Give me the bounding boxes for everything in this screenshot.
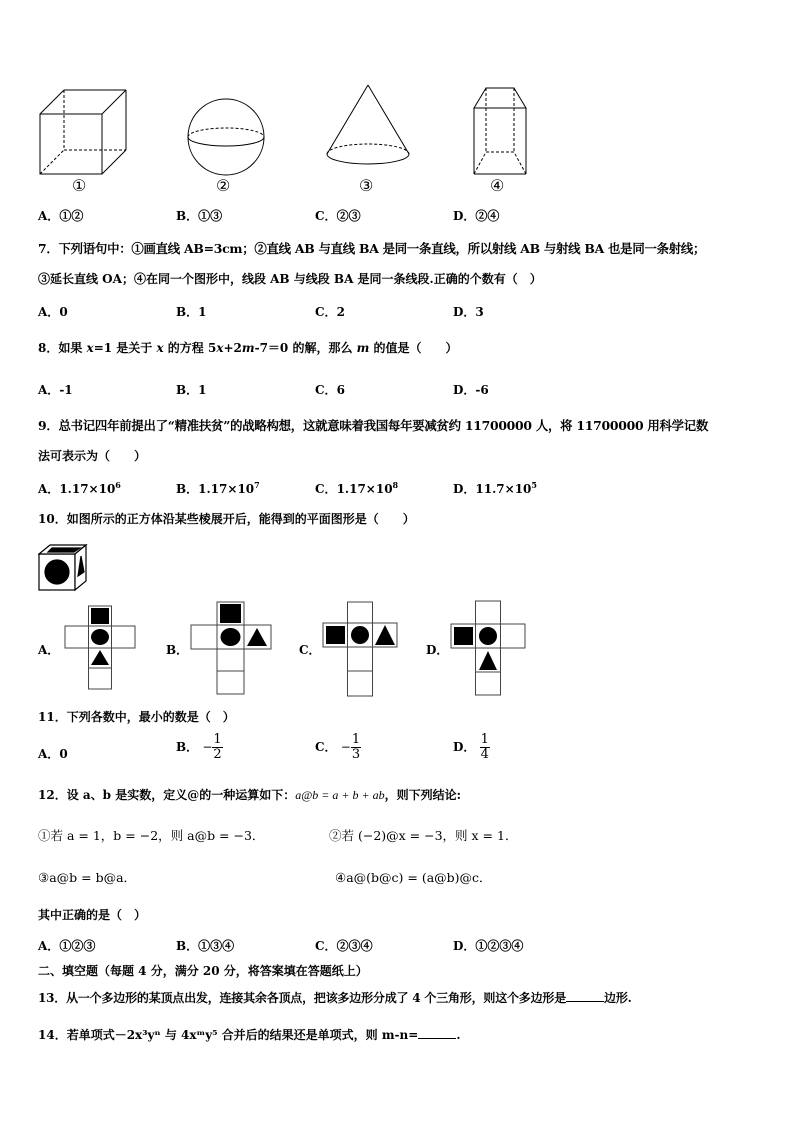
q11-option-b[interactable]: B． − $\frac{1}{2}$ <box>176 732 222 762</box>
cube-figure <box>36 88 132 176</box>
section-heading: 二、填空题（每题 4 分，满分 20 分，将答案填在答题纸上） <box>38 964 368 978</box>
patterned-cube-figure <box>38 544 92 592</box>
q13-text: 13．从一个多边形的某顶点出发，连接其余各顶点，把该多边形分成了 4 个三角形，则这个多边形是 边形. <box>38 991 632 1005</box>
cone-figure <box>322 82 414 172</box>
q12-ask: 其中正确的是（ ） <box>38 908 147 922</box>
figure-label-3: ③ <box>359 176 374 195</box>
q6-option-a[interactable]: A．①② <box>38 209 84 223</box>
q7-option-a[interactable]: A．0 <box>38 305 68 319</box>
q6-option-c[interactable]: C．②③ <box>315 209 361 223</box>
q10-net-c[interactable] <box>322 601 398 697</box>
q10-text: 10．如图所示的正方体沿某些棱展开后，能得到的平面图形是（ ） <box>38 512 415 526</box>
q8-option-d[interactable]: D．-6 <box>453 383 489 397</box>
q10-option-b[interactable]: B． <box>166 643 189 657</box>
q11-option-c[interactable]: C． − $\frac{1}{3}$ <box>315 732 361 762</box>
q10-net-a[interactable] <box>64 605 136 691</box>
q12-option-d[interactable]: D．①②③④ <box>453 939 524 953</box>
q8-option-c[interactable]: C．6 <box>315 383 345 397</box>
q12-statement-3: ③a@b = b@a． <box>38 870 137 885</box>
q8-option-a[interactable]: A．-1 <box>38 383 73 397</box>
sphere-figure <box>184 95 268 179</box>
q11-option-d[interactable]: D． $\frac{1}{4}$ <box>453 732 489 762</box>
q11-text: 11．下列各数中，最小的数是（ ） <box>38 710 235 724</box>
q10-option-a[interactable]: A． <box>38 643 60 657</box>
q10-net-d[interactable] <box>450 600 526 696</box>
q11-option-a[interactable]: A．0 <box>38 747 68 761</box>
figure-label-1: ① <box>72 176 87 195</box>
q12-statement-1: ①若 a = 1，b = −2，则 a@b = −3． <box>38 828 265 843</box>
q9-option-b[interactable]: B．$1.17\times 10^7$ <box>176 480 260 496</box>
q14-answer-blank[interactable] <box>418 1038 456 1039</box>
q12-statement-4: ④a@(b@c) = (a@b)@c． <box>335 870 492 885</box>
q9-option-c[interactable]: C．$1.17\times 10^8$ <box>315 480 399 496</box>
q10-net-b[interactable] <box>190 601 272 695</box>
q12-option-c[interactable]: C．②③④ <box>315 939 373 953</box>
q9-option-a[interactable]: A．$1.17\times 10^6$ <box>38 480 121 496</box>
q7-option-d[interactable]: D．3 <box>453 305 484 319</box>
q8-option-b[interactable]: B．1 <box>176 383 207 397</box>
q14-text: 14．若单项式－2x³yⁿ 与 4xᵐy⁵ 合并后的结果还是单项式，则 m-n= . <box>38 1028 461 1042</box>
prism-figure <box>468 86 532 178</box>
figure-label-2: ② <box>216 176 231 195</box>
figure-label-4: ④ <box>490 176 505 195</box>
q7-option-b[interactable]: B．1 <box>176 305 207 319</box>
q9-option-d[interactable]: D．$11.7\times 10^5$ <box>453 480 537 496</box>
q7-option-c[interactable]: C．2 <box>315 305 345 319</box>
q12-option-b[interactable]: B．①③④ <box>176 939 235 953</box>
q12-intro: 12．设 a、b 是实数，定义@的一种运算如下：a@b = a + b + ab，则下列结论: <box>38 788 462 802</box>
q6-option-b[interactable]: B．①③ <box>176 209 223 223</box>
q10-option-c[interactable]: C． <box>299 643 321 657</box>
q10-option-d[interactable]: D． <box>426 643 449 657</box>
q6-option-d[interactable]: D．②④ <box>453 209 500 223</box>
q12-option-a[interactable]: A．①②③ <box>38 939 96 953</box>
q7-text-line2: ③延长直线 OA；④在同一个图形中，线段 AB 与线段 BA 是同一条线段.正确的个数有（ ） <box>38 272 542 286</box>
q7-text-line1: 7．下列语句中：①画直线 AB=3cm；②直线 AB 与直线 BA 是同一条直线，所以射线 AB 与射线 BA 也是同一条射线； <box>38 241 706 256</box>
q12-statement-2: ②若 (−2)@x = −3，则 x = 1． <box>329 828 518 843</box>
q13-answer-blank[interactable] <box>566 1001 604 1002</box>
q8-text: 8．如果 x=1 是关于 x 的方程 5x+2m-7＝0 的解，那么 m 的值是（ ） <box>38 341 458 355</box>
q9-text-line1: 9．总书记四年前提出了“精准扶贫”的战略构想，这就意味着我国每年要减贫约 11700000 人，将 11700000 用科学记数 <box>38 418 709 433</box>
q9-text-line2: 法可表示为（ ） <box>38 449 147 463</box>
